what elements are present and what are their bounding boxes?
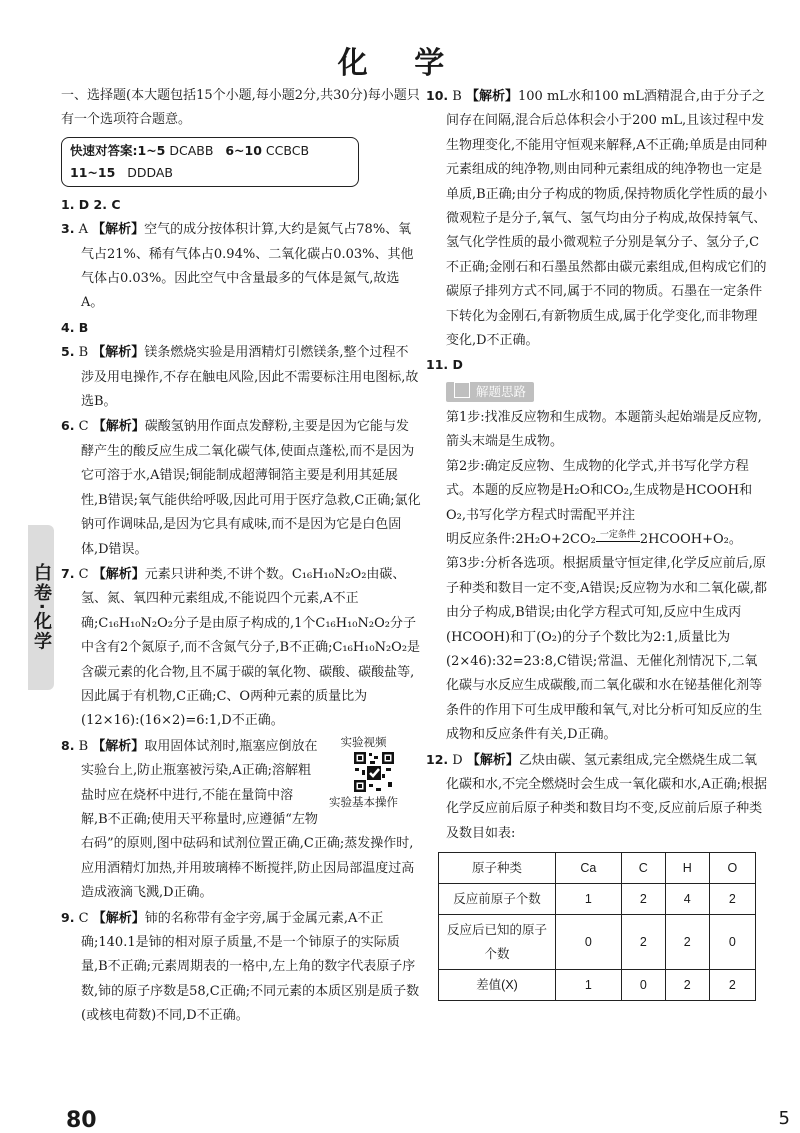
q12-answer: D xyxy=(452,752,463,768)
q3-answer: A xyxy=(78,222,88,238)
q5-number: 5. xyxy=(61,344,75,360)
q8-answer: B xyxy=(78,738,89,754)
page-title: 化 学 xyxy=(337,46,463,81)
page-number-right: 5 xyxy=(778,1108,790,1129)
quick-answer-label: 快速对答案: xyxy=(70,142,138,158)
right-column xyxy=(426,84,770,1001)
table-header-cell: H xyxy=(665,853,709,884)
table-header-cell: Ca xyxy=(556,853,622,884)
step-2-text: 第2步:确定反应物、生成物的化学式,并书写化学方程式。本题的反应物是H₂O和CO₂,生成物是HCOOH和O₂,书写化学方程式时需配平并注 xyxy=(446,458,753,523)
table-cell: 0 xyxy=(556,915,622,970)
q6-answer: C xyxy=(78,419,89,435)
solution-steps xyxy=(426,378,770,748)
step-2-equation-right: 2HCOOH+O₂。 xyxy=(639,531,742,547)
notebook-icon xyxy=(454,382,470,398)
quick-answer-row-1 xyxy=(70,140,350,162)
q3-text: 空气的成分按体积计算,大约是氮气占78%、氧气占21%、稀有气体占0.94%、二氧化碳占0.03%、其他气体占0.03%。因此空气中含量最多的气体是氮气,故选A。 xyxy=(81,222,414,311)
question-1-2: 1. D 2. C xyxy=(61,196,121,212)
page-number-left: 80 xyxy=(66,1108,97,1133)
table-row xyxy=(439,915,756,970)
table-cell: 反应前原子个数 xyxy=(439,884,556,915)
step-3: 第3步:分析各选项。根据质量守恒定律,化学反应前后,原子种类和数目一定不变,A错误;反应物为水和二氧化碳,都由分子构成,B错误;由化学方程式可知,反应中生成丙(HCOOH)和丁(O₂)的分子个数比为2:1,质量比为(2×46):32=23:8,C错误;常温、无催化剂情况下,二氧化碳与水反应生成碳酸,而二氧化碳和水在铋基催化剂等条件的作用下可生成甲酸和氧气,对比分析可知反应的生成物和反应条件有关,D正确。 xyxy=(446,556,768,743)
question-4: 4. B xyxy=(61,319,89,335)
q9-text: 铈的名称带有金字旁,属于金属元素,A不正确;140.1是铈的相对原子质量,不是一个铈原子的实际质量,B不正确;元素周期表的一格中,左上角的数字代表原子序数,铈的原子序数是58,C正确;不同元素的本质区别是质子数(或核电荷数)不同,D不正确。 xyxy=(81,910,420,1024)
q8-number: 8. xyxy=(61,737,75,753)
q5-text: 镁条燃烧实验是用酒精灯引燃镁条,整个过程不涉及用电操作,不存在触电风险,因此不需要标注用电图标,故选B。 xyxy=(81,345,419,410)
step-2-equation-left: 明反应条件:2H₂O+2CO₂ xyxy=(446,531,596,547)
answers-11-15: DDDAB xyxy=(127,164,173,180)
table-header-cell: O xyxy=(709,853,755,884)
section-heading: 一、选择题(本大题包括15个小题,每小题2分,共30分)每小题只有一个选项符合题意。 xyxy=(61,88,420,128)
table-cell: 2 xyxy=(709,970,755,1001)
q10-number: 10. xyxy=(426,88,449,103)
q7-number: 7. xyxy=(61,565,75,581)
table-header-cell: 原子种类 xyxy=(439,853,556,884)
left-column xyxy=(61,84,421,1029)
question-7 xyxy=(61,562,421,734)
table-cell: 2 xyxy=(709,884,755,915)
q9-number: 9. xyxy=(61,909,75,925)
q3-tag: 【解析】 xyxy=(92,222,145,238)
question-9 xyxy=(61,906,421,1029)
qr-caption-bottom: 实验基本操作 xyxy=(329,794,398,809)
side-tab: 白卷·化学 xyxy=(28,525,54,690)
table-header-row xyxy=(439,853,756,884)
table-row xyxy=(439,970,756,1001)
q12-tag: 【解析】 xyxy=(466,752,519,768)
q3-number: 3. xyxy=(61,221,75,237)
q12-number: 12. xyxy=(426,751,449,767)
question-10 xyxy=(426,84,770,353)
q6-text: 碳酸氢钠用作面点发酵粉,主要是因为它能与发酵产生的酸反应生成二氧化碳气体,使面点蓬松,而不是因为它可溶于水,A错误;铜能制成超薄铜箔主要是利用其延展性,B错误;氧气能供给呼吸,因此可用于医疗急救,C正确;氯化钠可作调味品,是因为它具有咸味,而不是因为它是白色固体,D错误。 xyxy=(81,419,421,557)
q9-tag: 【解析】 xyxy=(92,910,145,926)
table-cell: 1 xyxy=(556,970,622,1001)
q7-tag: 【解析】 xyxy=(92,566,145,582)
q10-text: 100 mL水和100 mL酒精混合,由于分子之间存在间隔,混合后总体积会小于200 mL,且该过程中发生物理变化,不能用守恒观来解释,A不正确;单质是由同种元素组成的纯净物,则由同种元素组成的纯净物也一定是单质,B正确;由分子构成的物质,保持物质化学性质的最小微观粒子是分子,氧气、氢气均由分子构成,故保持氧气、氢气化学性质的最小微观粒子分别是氧分子、氢分子,C不正确;金刚石和石墨虽然都由碳元素组成,但构成它们的碳原子排列方式不同,属于不同的物质。石墨在一定条件下转化为金刚石,有新物质生成,属于化学变化,而非物理变化,D不正确。 xyxy=(446,89,768,349)
badge-label: 解题思路 xyxy=(476,383,527,399)
step-2 xyxy=(446,455,770,553)
question-12 xyxy=(426,748,770,847)
table-cell: 4 xyxy=(665,884,709,915)
table-header-cell: C xyxy=(621,853,665,884)
question-6 xyxy=(61,414,421,561)
q9-answer: C xyxy=(78,910,89,926)
quick-answer-row-2 xyxy=(70,162,350,184)
question-3 xyxy=(61,217,421,316)
q10-tag: 【解析】 xyxy=(466,89,519,104)
qr-caption-top: 实验视频 xyxy=(340,734,387,749)
table-cell: 2 xyxy=(621,915,665,970)
question-5 xyxy=(61,340,421,414)
reaction-condition: 一定条件 xyxy=(596,529,640,542)
atom-count-table xyxy=(438,852,756,1001)
range-11-15: 11~15 xyxy=(70,164,116,180)
q8-tag: 【解析】 xyxy=(92,738,145,754)
q7-text: 元素只讲种类,不讲个数。C₁₆H₁₀N₂O₂由碳、氢、氮、氧四种元素组成,不能说四个元素,A不正确;C₁₆H₁₀N₂O₂分子是由原子构成的,1个C₁₆H₁₀N₂O₂分子中含有2个氮原子,而不含氮气分子,B不正确;C₁₆H₁₀N₂O₂是含碳元素的化合物,且不属于碳的氧化物、碳酸、碳酸盐等,因此属于有机物,C正确;C、O两种元素的质量比为(12×16):(16×2)=6:1,D不正确。 xyxy=(81,566,421,729)
table-cell: 1 xyxy=(556,884,622,915)
q6-number: 6. xyxy=(61,418,75,434)
qr-block[interactable] xyxy=(326,734,421,810)
qr-code-icon[interactable] xyxy=(352,750,396,794)
q5-answer: B xyxy=(78,345,89,361)
q6-tag: 【解析】 xyxy=(92,419,145,435)
q8-text: 取用固体试剂时,瓶塞应倒放在实验台上,防止瓶塞被污染,A正确;溶解粗盐时应在烧杯中进行,不能在量筒中溶解,B不正确;使用天平称量时,应遵循“左物右码”的原则,图中砝码和试剂位置正确,C正确;蒸发操作时,应用酒精灯加热,并用玻璃棒不断搅拌,防止因局部温度过高造成液滴飞溅,D正确。 xyxy=(81,738,415,901)
quick-answer-box xyxy=(61,137,359,187)
table-cell: 差值(X) xyxy=(439,970,556,1001)
answers-1-5: DCABB xyxy=(169,142,214,158)
q10-answer: B xyxy=(452,89,462,104)
range-6-10: 6~10 xyxy=(225,142,262,158)
q12-text: 乙炔由碳、氢元素组成,完全燃烧生成二氧化碳和水,不完全燃烧时会生成一氧化碳和水,A正确;根据化学反应前后原子种类和数目均不变,反应前后原子种类及数目如表: xyxy=(446,752,768,841)
q5-tag: 【解析】 xyxy=(92,345,145,361)
table-cell: 反应后已知的原子个数 xyxy=(439,915,556,970)
table-cell: 0 xyxy=(621,970,665,1001)
table-row xyxy=(439,884,756,915)
question-11: 11. D xyxy=(426,357,463,373)
table-cell: 2 xyxy=(665,915,709,970)
step-1: 第1步:找准反应物和生成物。本题箭头起始端是反应物,箭头末端是生成物。 xyxy=(446,409,762,450)
table-cell: 0 xyxy=(709,915,755,970)
table-cell: 2 xyxy=(665,970,709,1001)
range-1-5: 1~5 xyxy=(137,142,166,158)
answers-6-10: CCBCB xyxy=(265,142,310,158)
q7-answer: C xyxy=(78,566,89,582)
solution-badge xyxy=(446,382,534,402)
question-8 xyxy=(61,734,421,906)
table-cell: 2 xyxy=(621,884,665,915)
